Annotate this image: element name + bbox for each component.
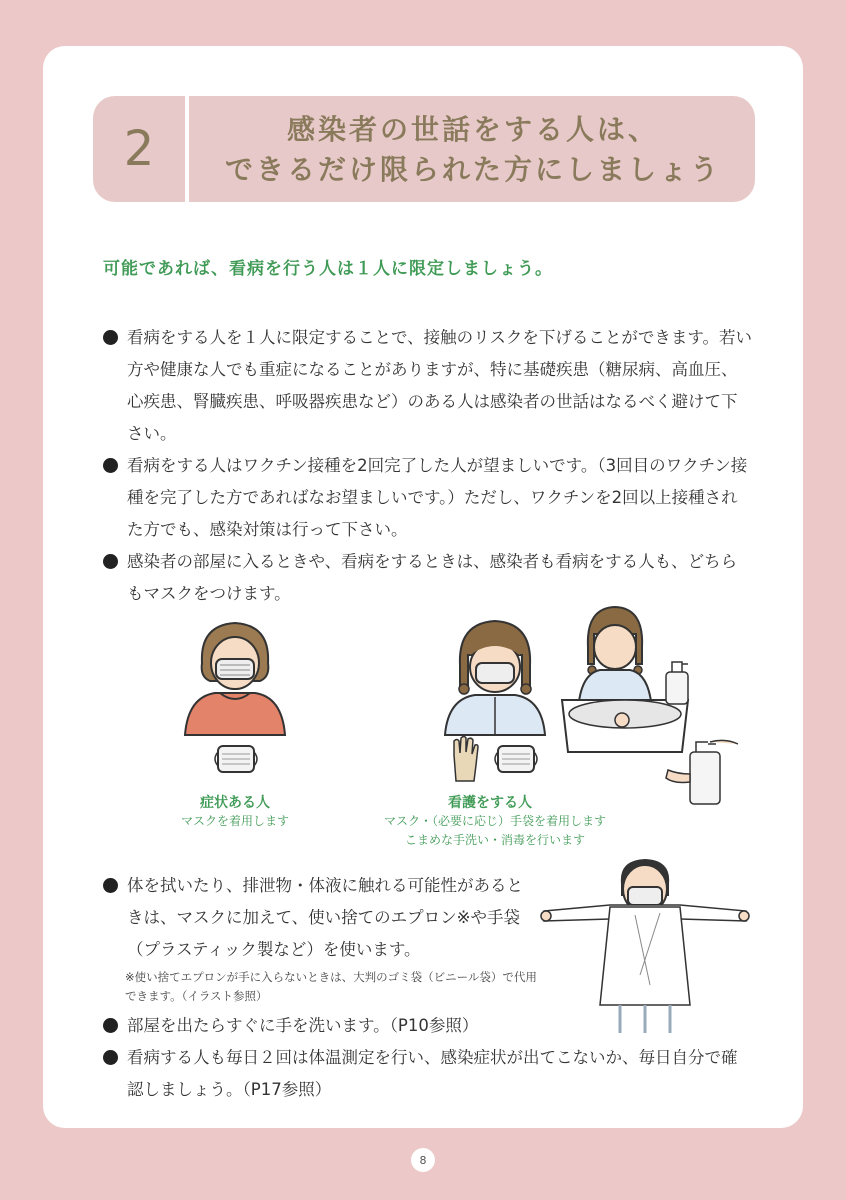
bullet-2 (103, 450, 753, 546)
section-number: 2 (123, 121, 155, 177)
patient-illustration (180, 615, 290, 740)
bullet-1 (103, 322, 753, 450)
section-title-line1: 感染者の世話をする人は、 (286, 113, 659, 146)
patient-caption-sub: マスクを着用します (180, 814, 289, 828)
bullet-text: 看病をする人を１人に限定することで、接触のリスクを下げることができます。若い方や健康な人でも重症になることがありますが、特に基礎疾患（糖尿病、高血圧、心疾患、腎臓疾患、呼吸器疾患など）のある人は感染者の世話はなるべく避けて下さい。 (127, 328, 753, 443)
section-title-line2: できるだけ限られた方にしましょう (224, 153, 721, 186)
carer-illustration (440, 615, 550, 740)
carer-caption-title: 看護をする人 (448, 795, 532, 811)
mask-icon (492, 742, 540, 776)
bullet-text: 看病をする人はワクチン接種を2回完了した人が望ましいです。（3回目のワクチン接種を完了した方であればなお望ましいです。）ただし、ワクチンを2回以上接種された方でも、感染対策は行って下さい。 (127, 456, 748, 539)
bullet-6 (103, 1042, 753, 1106)
bullet-dot-icon (103, 458, 118, 473)
handwashing-illustration (560, 602, 740, 812)
apron-note: ※使い捨てエプロンが手に入らないときは、大判のゴミ袋（ビニール袋）で代用できます。（イラスト参照） (125, 970, 537, 1003)
carer-caption-sub2: こまめな手洗い・消毒を行います (404, 833, 585, 847)
section-header (93, 96, 755, 202)
bullet-text: 体を拭いたり、排泄物・体液に触れる可能性があるときは、マスクに加えて、使い捨てのエプロン※や手袋（プラスティック製など）を使います。 (127, 876, 523, 959)
page-number: 8 (411, 1148, 435, 1172)
bullet-5 (103, 1010, 753, 1042)
bullet-dot-icon (103, 554, 118, 569)
bullet-4 (103, 870, 533, 966)
apron-illustration (540, 855, 750, 1035)
bullet-text: 感染者の部屋に入るときや、看病をするときは、感染者も看病をする人も、どちらもマスクをつけます。 (127, 552, 738, 603)
bullet-text: 部屋を出たらすぐに手を洗います。（P10参照） (127, 1016, 479, 1035)
bullet-dot-icon (103, 1050, 118, 1065)
patient-caption-title: 症状ある人 (200, 795, 270, 811)
header-divider (185, 96, 189, 202)
carer-caption-sub1: マスク・（必要に応じ）手袋を着用します (383, 814, 606, 828)
section-title (203, 110, 743, 190)
bullet-text: 看病する人も毎日２回は体温測定を行い、感染症状が出てこないか、毎日自分で確認しましょう。（P17参照） (127, 1048, 738, 1099)
bullet-3 (103, 546, 753, 610)
mask-icon (212, 742, 260, 776)
bullet-dot-icon (103, 1018, 118, 1033)
bullet-dot-icon (103, 878, 118, 893)
bullet-dot-icon (103, 330, 118, 345)
glove-icon (448, 735, 482, 783)
lead-text: 可能であれば、看病を行う人は１人に限定しましょう。 (103, 259, 553, 279)
